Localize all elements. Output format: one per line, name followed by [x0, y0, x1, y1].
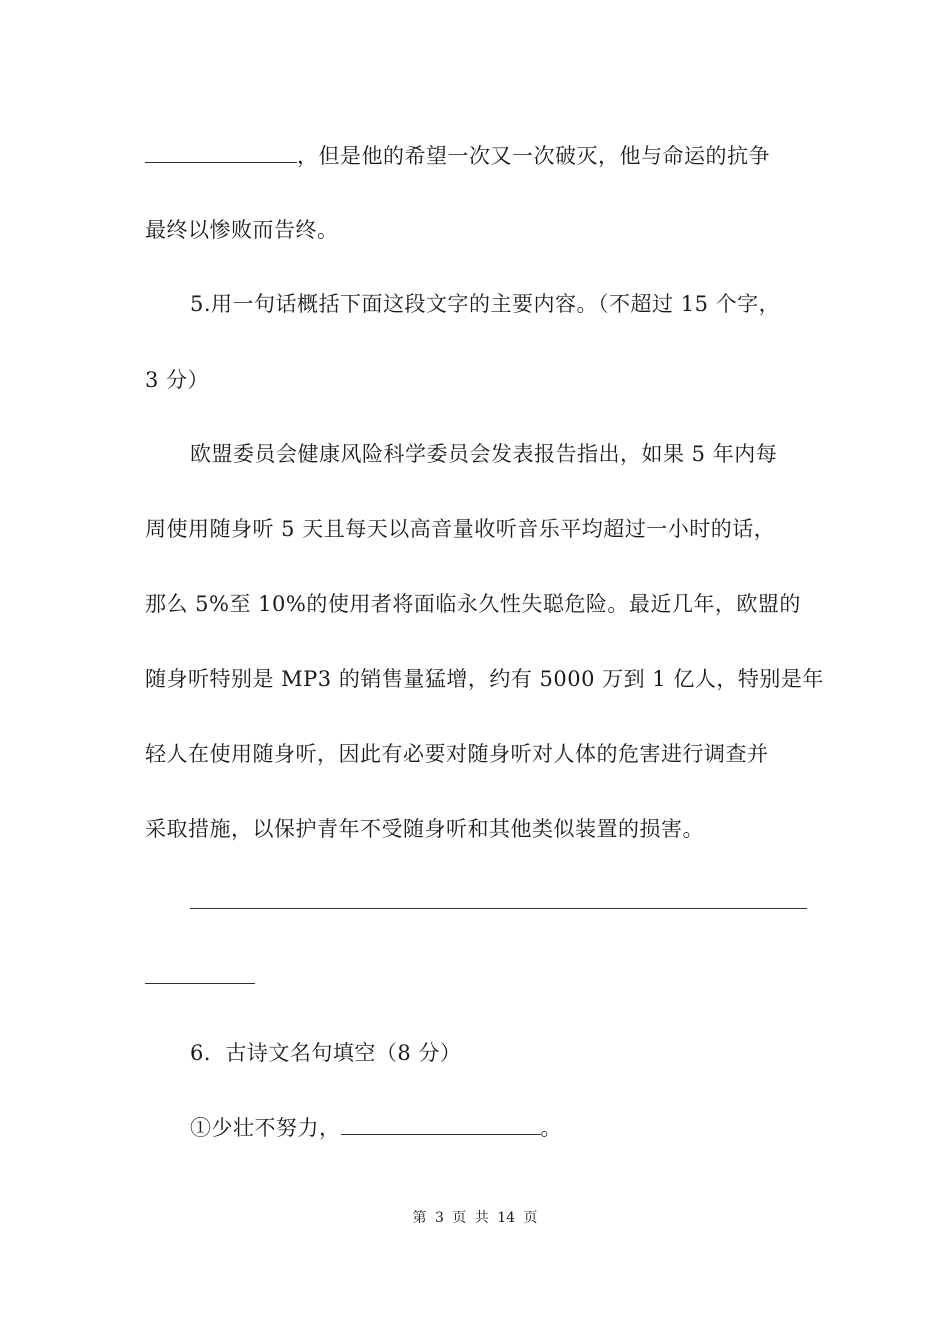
- answer-blank[interactable]: [145, 142, 297, 163]
- page-number: 第 3 页 共 14 页: [412, 1210, 538, 1226]
- item-1-suffix: 。: [540, 1116, 562, 1140]
- item-1-prefix: ①少壮不努力，: [190, 1116, 341, 1140]
- passage-line: 随身听特别是 MP3 的销售量猛增，约有 5000 万到 1 亿人，特别是年: [145, 667, 824, 691]
- continuation-line-2: 最终以惨败而告终。: [145, 218, 339, 242]
- answer-line[interactable]: [190, 908, 807, 909]
- answer-line-continuation[interactable]: [145, 983, 255, 984]
- continuation-text: ，但是他的希望一次又一次破灭，他与命运的抗争: [297, 144, 770, 168]
- passage-line: 周使用随身听 5 天且每天以高音量收听音乐平均超过一小时的话，: [145, 517, 776, 541]
- question-6-title: 6．古诗文名句填空（8 分）: [190, 1041, 462, 1065]
- continuation-line: [145, 142, 770, 170]
- passage-line: 欧盟委员会健康风险科学委员会发表报告指出，如果 5 年内每: [190, 442, 778, 466]
- question-6-item-1: [190, 1114, 562, 1142]
- question-5-prompt: 5.用一句话概括下面这段文字的主要内容。（不超过 15 个字，: [190, 292, 781, 316]
- passage-line: 轻人在使用随身听，因此有必要对随身听对人体的危害进行调查并: [145, 742, 769, 766]
- passage-line: 采取措施，以保护青年不受随身听和其他类似装置的损害。: [145, 817, 704, 841]
- passage-line: 那么 5%至 10%的使用者将面临永久性失聪危险。最近几年，欧盟的: [145, 592, 801, 616]
- answer-blank[interactable]: [341, 1114, 541, 1135]
- question-5-points: 3 分）: [145, 368, 210, 392]
